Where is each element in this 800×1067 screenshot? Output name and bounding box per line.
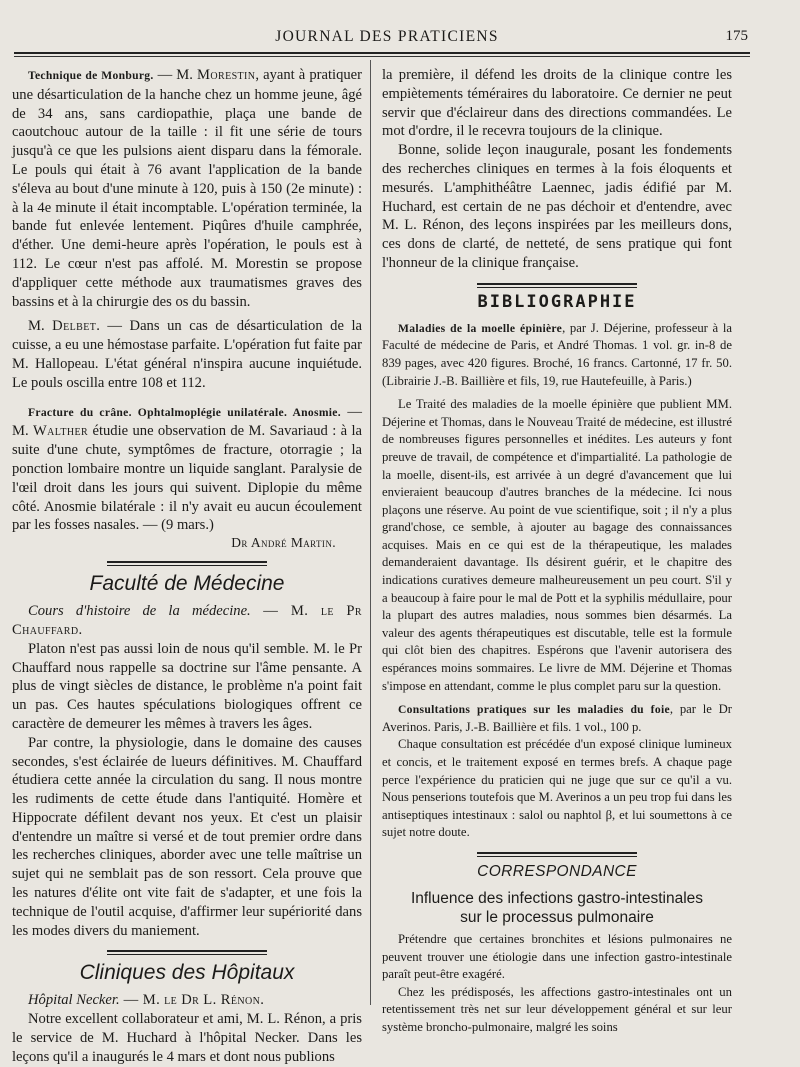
book2-review: Chaque consultation est précédée d'un exposé clinique lumineux et concis, et le traitement exposé en termes brefs. A chaque page perce l'expérience du praticien qui ne juge que sur ce qu'il a vu. Nous penserions toutefois que M. Averinos a un peu trop fui dans les antiseptiques intestinaux : salol ou naphtol β, et lui soumettons à ce sujet notre doute.	[382, 737, 732, 840]
hospital-line	[12, 991, 362, 1010]
delbet-author: Delbet	[52, 318, 97, 335]
faculte-paragraph-2: Par contre, la physiologie, dans le domaine des causes secondes, s'est éclairée de lueurs définitives. M. Chauffard étudiera cette année la circulation du sang. Il nous montre les rudiments de cette étude dans l'antiquité. Homère et Hippocrate défilent devant nos yeux. Et c'est un plaisir d'entendre un maître si versé et de tout premier ordre dans les recherches cliniques, aborder avec une telle maîtrise un sujet qui ne semblait pas de son ressort. Cela prouve que les natures d'élite ont vite fait de s'adapter, et une fois la technique de l'outil acquise, d'affirmer leur supériorité dans les modes divers du maniement.	[12, 734, 362, 939]
page-number: 175	[725, 28, 748, 44]
right-paragraph-1: la première, il défend les droits de la clinique contre les empiètements téméraires du laboratoire. Ce dernier ne peut servir que d'éclaireur dans des directions commandées. Le mot d'ordre, il le recevra toujours de la clinique.	[382, 67, 732, 140]
delbet-text: . — Dans un cas de désarticulation de la cuisse, a eu une hémostase parfaite. L'opération fut faite par M. Hallopeau. L'état général n'inspira aucune inquiétude. Le pouls oscilla entre 108 et 112.	[12, 318, 362, 391]
cliniques-paragraph-1: Notre excellent collaborateur et ami, M. L. Rénon, a pris le service de M. Huchard à l'hôpital Necker. Dans les leçons qu'il a inaugurés le 4 mars et dont nous publions	[12, 1011, 362, 1065]
article-title-line-2: sur le processus pulmonaire	[460, 908, 654, 926]
signature: Dr André Martin.	[231, 535, 336, 551]
course-line	[12, 602, 362, 640]
fracture-title: Fracture du crâne. Ophtalmoplégie unilatérale. Anosmie.	[28, 405, 341, 419]
fracture-paragraph: Fracture du crâne. Ophtalmoplégie unilatérale. Anosmie. — M. Walther étudie une observation de M. Savariaud : à la suite d'une chute, symptômes de fracture, otorragie ; la ponction lombaire montre un liquide sanglant. Paralysie de l'œil droit dans les jours qui suivent. Diplopie du même côté. Anosmie bilatérale : il n'y avait eu aucun écoulement par les fosses nasales. — (9 mars.)	[12, 403, 362, 534]
article-title	[382, 889, 732, 927]
book1-review: Le Traité des maladies de la moelle épinière que publient MM. Déjerine et Thomas, dans le Nouveau Traité de médecine, est illustré de nombreuses figures personnelles et inédites. Les auteurs y font preuve de travail, de compétence et d'impartialité. La pathologie de la moelle, disent-ils, est arrivée à un degré d'avancement que lui envieraient beaucoup d'autres branches de la médecine. Ici nous plaçons une réserve. Au point de vue scientifique, soit ; il n'y a plus grand'chose, ce semble, à ajouter au bagage des connaissances acquises. Mais en ce qui est de la thérapeutique, les malades demanderaient davantage. Ils désirent guérir, et le chapitre des indications curatives demeure malheureusement un peu court. S'il y a beaucoup à faire pour le mal de Pott et la syphilis médullaire, pour la plupart des autres maladies, nous sommes bien désarmés. La valeur des agents thérapeutiques est discutable, telle est la formule qui clôt bien des chapitres. Espérons que l'avenir autorisera des espérances moins sommaires. Le livre de MM. Déjerine et Thomas s'impose en attendant, comme le plus complet paru sur la question.	[382, 397, 732, 693]
book1-ref: , par J. Déjerine, professeur à la Faculté de médecine de Paris, et André Thomas. 1 vol. gr. in-8 de 839 pages, avec 420 figures. Broché, 16 francs. Cartonné, 17 fr. 50. (Librairie J.-B. Baillière et fils, 19, rue Hautefeuille, à Paris.)	[382, 320, 732, 388]
article-title-line-1: Influence des infections gastro-intestinales	[410, 889, 704, 907]
page-header	[14, 28, 760, 50]
right-paragraph-2: Bonne, solide leçon inaugurale, posant les fondements des recherches cliniques en termes à la fois éloquents et mesurés. L'amphithéâtre Laennec, jadis édifié par M. Huchard, est certain de ne pas déchoir et d'entendre, avec M. L. Rénon, des leçons inspirées par les meilleurs dons, ces dons de clarté, de netteté, de sens pratique qui font l'honneur de la clinique française.	[382, 142, 732, 271]
monburg-paragraph: Technique de Monburg. — M. Morestin, ayant à pratiquer une désarticulation de la hanche chez un homme jeune, âgé de 34 ans, sans cardiopathie, plaça une bande de caoutchouc autour de la taille : il fit une série de tours jusqu'à ce que les pulsions aient disparu dans la fémorale. Le pouls qui était à 76 avant l'application de la bande s'éleva au bout d'une minute à 120, puis à 150 (2e minute) : à la 4e minute il était incomptable. L'opération terminée, la bande fut enlevée lentement. Piqûres d'huile camphrée, d'éther. Une demi-heure après l'opération, le pouls est à 112. Le cœur n'est pas affolé. M. Morestin se propose d'appliquer cette méthode aux traumatismes graves des bassins et à la chirurgie des os du bassin.	[12, 67, 363, 310]
faculte-heading: Faculté de Médecine	[89, 572, 285, 596]
left-column	[12, 66, 362, 1067]
delbet-paragraph: M. Delbet. — Dans un cas de désarticulation de la cuisse, a eu une hémostase parfaite. L'opération fut faite par M. Hallopeau. L'état général n'inspira aucune inquiétude. Le pouls oscilla entre 108 et 112.	[12, 318, 362, 391]
right-column	[382, 66, 732, 1037]
book1-title: Maladies de la moelle épinière	[398, 321, 563, 335]
book1-reference	[382, 320, 732, 390]
bibliographie-heading: BIBLIOGRAPHIE	[477, 291, 637, 312]
corr-paragraph-2: Chez les prédisposés, les affections gastro-intestinales ont un retentissement très net sur leur développement général et sur leur système broncho-pulmonaire, malgré les soins	[382, 984, 732, 1034]
fracture-text: étudie une observation de M. Savariaud : à la suite d'une chute, symptômes de fracture, otorragie ; la ponction lombaire montre un liquide sanglant. Paralysie de l'œil droit dans les jours qui suivent. Diplopie du même côté. Anosmie bilatérale : il n'y avait eu aucun écoulement par les fosses nasales. — (9 mars.)	[12, 423, 362, 534]
cliniques-heading: Cliniques des Hôpitaux	[79, 961, 295, 985]
correspondance-heading: CORRESPONDANCE	[477, 862, 637, 880]
fracture-author: Walther	[33, 423, 89, 440]
faculte-paragraph-1: Platon n'est pas aussi loin de nous qu'il semble. M. le Pr Chauffard nous rappelle sa doctrine sur l'âme pensante. A plus de vingt siècles de distance, le problème n'a point fait un pas. Ces hautes spéculations biologiques offrent ce caractère de demeurer les mêmes à travers les âges.	[12, 640, 362, 732]
corr-paragraph-1: Prétendre que certaines bronchites et lésions pulmonaires ne peuvent trouver une étiologie dans une infection gastro-intestinale paraît peut-être exagéré.	[382, 931, 732, 982]
column-divider	[370, 60, 371, 1005]
monburg-author: Morestin	[197, 67, 256, 83]
course-professor: — M. le Pr Chauffard.	[12, 603, 362, 638]
book2-reference	[382, 701, 732, 736]
section-rule	[477, 852, 637, 857]
journal-title: JOURNAL DES PRATICIENS	[275, 28, 499, 45]
hospital-doctor: — M. le Dr L. Rénon.	[119, 992, 265, 1009]
header-rule	[14, 52, 750, 54]
book2-title: Consultations pratiques sur les maladies du foie	[398, 703, 670, 717]
monburg-text: , ayant à pratiquer une désarticulation de la hanche chez un homme jeune, âgé de 34 ans, sans cardiopathie, plaça une bande de caoutchouc autour de la taille : il fit une série de tours jusqu'à ce que les pulsions aient disparu dans la fémorale. Le pouls qui était à 76 avant l'application de la bande s'éleva au bout d'une minute à 120, puis à 150 (2e minute) : à la 4e minute il était incomptable. L'opération terminée, la bande fut enlevée lentement. Piqûres d'huile camphrée, d'éther. Une demi-heure après l'opération, le pouls est à 112. Le cœur n'est pas affolé. M. Morestin se propose d'appliquer cette méthode aux traumatismes graves des bassins et à la chirurgie des os du bassin.	[12, 67, 363, 310]
section-rule	[477, 283, 637, 288]
hospital-name: Hôpital Necker.	[28, 992, 120, 1009]
course-title: Cours d'histoire de la médecine.	[28, 603, 251, 620]
book2-ref: , par le Dr Averinos. Paris, J.-B. Baillière et fils. 1 vol., 100 p.	[382, 702, 733, 734]
header-rule-thin	[14, 56, 750, 57]
monburg-title: Technique de Monburg.	[28, 69, 154, 82]
section-rule	[107, 950, 267, 955]
section-rule	[107, 561, 267, 566]
